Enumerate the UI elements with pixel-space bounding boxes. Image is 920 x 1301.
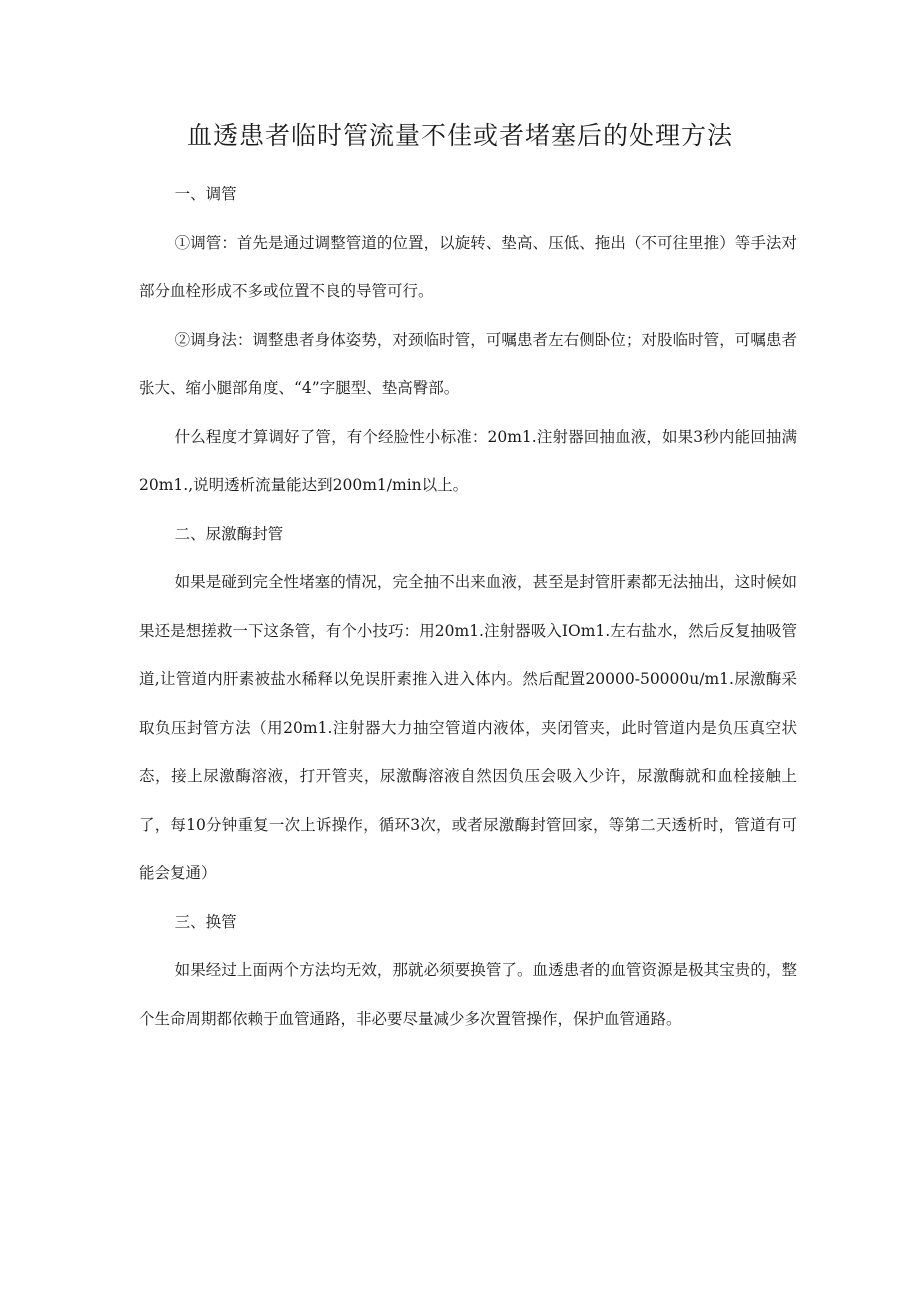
- section-heading-urokinase: 二、尿激酶封管: [174, 524, 284, 543]
- paragraph-replace-tube: 如果经过上面两个方法均无效，那就必须要换管了。血透患者的血管资源是极其宝贵的，整个生命周期都依赖于血管通路，非必要尽量减少多次置管操作，保护血管通路。: [139, 961, 797, 1028]
- paragraph-standard: 什么程度才算调好了管，有个经脸性小标准：20m1.注射器回抽血液，如果3秒内能回抽满20m1.,说明透析流量能达到200m1∕min以上。: [139, 427, 797, 494]
- section-heading-adjust-tube: 一、调管: [174, 185, 237, 203]
- paragraph-tube-adjust: ①调管：首先是通过调整管道的位置，以旋转、垫高、压低、拖出（不可往里推）等手法对部分血栓形成不多或位置不良的导管可行。: [139, 233, 797, 300]
- document-title: 血透患者临时管流量不佳或者堵塞后的处理方法: [186, 121, 733, 150]
- paragraph-body-adjust: ②调身法：调整患者身体姿势，对颈临时管，可嘱患者左右侧卧位；对股临时管，可嘱患者张大、缩小腿部角度、“4”字腿型、垫高臀部。: [139, 330, 797, 397]
- document-body: [139, 170, 797, 1043]
- paragraph-urokinase: 如果是碰到完全性堵塞的情况，完全抽不出来血液，甚至是封管肝素都无法抽出，这时候如果还是想搓救一下这条管，有个小技巧：用20m1.注射器吸入IOm1.左右盐水，然后反复抽吸管道,让管道内肝素被盐水稀释以免误肝素推入进入体内。然后配置20000-50000u∕m1.尿激酶采取负压封管方法（用20m1.注射器大力抽空管道内液体，夹闭管夹，此时管道内是负压真空状态，接上尿激酶溶液，打开管夹，尿激酶溶液自然因负压会吸入少许，尿激酶就和血栓接触上了，每10分钟重复一次上诉操作，循环3次，或者尿激酶封管回家，等第二天透析时，管道有可能会复通）: [139, 573, 797, 882]
- section-heading-replace-tube: 三、换管: [174, 912, 237, 931]
